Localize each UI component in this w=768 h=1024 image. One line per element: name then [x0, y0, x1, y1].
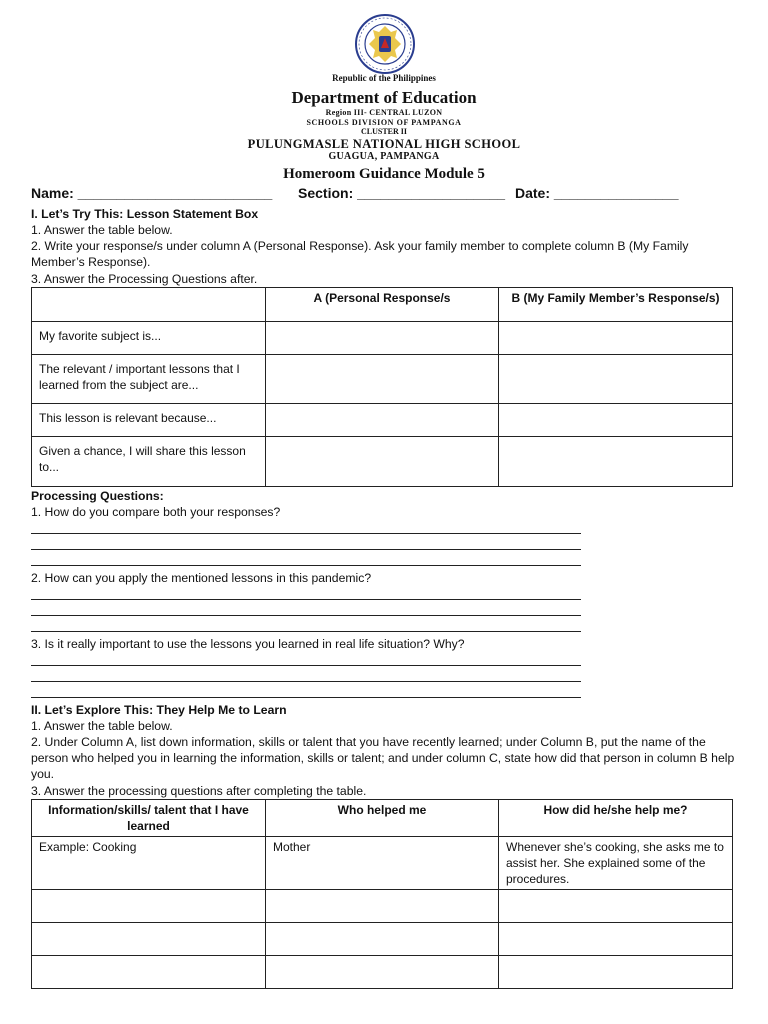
answer-cell[interactable]	[32, 923, 266, 956]
response-cell[interactable]	[266, 437, 499, 487]
answer-line[interactable]	[31, 697, 581, 698]
table-header-a: A (Personal Response/s	[266, 288, 499, 322]
module-title: Homeroom Guidance Module 5	[283, 166, 485, 182]
section-field[interactable]: Section: ___________________	[298, 185, 506, 201]
answer-line[interactable]	[31, 681, 581, 682]
region-line: Region III- CENTRAL LUZON	[325, 108, 443, 117]
table-header-info: Information/skills/ talent that I have learned	[32, 800, 266, 837]
response-cell[interactable]	[499, 404, 733, 437]
department-title: Department of Education	[291, 88, 477, 107]
answer-line[interactable]	[31, 549, 581, 550]
answer-cell[interactable]	[266, 956, 499, 989]
answer-cell[interactable]	[499, 890, 733, 923]
response-cell[interactable]	[266, 322, 499, 355]
answer-line[interactable]	[31, 565, 581, 566]
answer-line[interactable]	[31, 665, 581, 666]
lesson-statement-table	[31, 287, 733, 487]
part1-instruction-1: 1. Answer the table below.	[31, 223, 173, 237]
processing-title: Processing Questions:	[31, 489, 164, 503]
part2-instruction-3: 3. Answer the processing questions after completing the table.	[31, 784, 367, 798]
answer-cell[interactable]	[266, 923, 499, 956]
row-label: The relevant / important lessons that I learned from the subject are...	[32, 355, 266, 404]
republic-line: Republic of the Philippines	[332, 73, 436, 83]
answer-cell[interactable]	[32, 956, 266, 989]
example-how: Whenever she’s cooking, she asks me to assist her. She explained some of the procedures.	[499, 837, 733, 890]
help-me-learn-table	[31, 799, 733, 989]
response-cell[interactable]	[266, 404, 499, 437]
answer-line[interactable]	[31, 631, 581, 632]
school-name: PULUNGMASLE NATIONAL HIGH SCHOOL	[247, 137, 521, 151]
answer-line[interactable]	[31, 533, 581, 534]
cluster-line: CLUSTER II	[360, 127, 407, 136]
part2-title: II. Let’s Explore This: They Help Me to Learn	[31, 703, 287, 717]
table-header-b: B (My Family Member’s Response/s)	[499, 288, 733, 322]
response-cell[interactable]	[266, 355, 499, 404]
row-label: Given a chance, I will share this lesson to...	[32, 437, 266, 487]
table-header-blank	[32, 288, 266, 322]
answer-cell[interactable]	[266, 890, 499, 923]
table-header-how: How did he/she help me?	[499, 800, 733, 837]
answer-cell[interactable]	[32, 890, 266, 923]
answer-cell[interactable]	[499, 923, 733, 956]
row-label: This lesson is relevant because...	[32, 404, 266, 437]
answer-line[interactable]	[31, 599, 581, 600]
division-line: SCHOOLS DIVISION OF PAMPANGA	[306, 118, 462, 127]
example-helper: Mother	[266, 837, 499, 890]
part2-instruction-2: 2. Under Column A, list down information, skills or talent that you have recently learned; under Column B, put the name of the person who helped you in learning the information, skills or talent; and under column C, state how did that person in column B help you.	[31, 735, 735, 781]
part1-title: I. Let’s Try This: Lesson Statement Box	[31, 207, 259, 221]
table-header-who: Who helped me	[266, 800, 499, 837]
question-2: 2. How can you apply the mentioned lessons in this pandemic?	[31, 571, 372, 585]
question-1: 1. How do you compare both your responses?	[31, 505, 281, 519]
answer-line[interactable]	[31, 615, 581, 616]
answer-cell[interactable]	[499, 956, 733, 989]
example-skill: Example: Cooking	[32, 837, 266, 890]
part1-instruction-2: 2. Write your response/s under column A (Personal Response). Ask your family member to complete column B (My Family Member’s Response).	[31, 239, 689, 269]
name-field[interactable]: Name: _________________________	[31, 185, 273, 201]
response-cell[interactable]	[499, 355, 733, 404]
row-label: My favorite subject is...	[32, 322, 266, 355]
question-3: 3. Is it really important to use the lessons you learned in real life situation? Why?	[31, 637, 465, 651]
part1-instruction-3: 3. Answer the Processing Questions after.	[31, 272, 258, 286]
part2-instruction-1: 1. Answer the table below.	[31, 719, 173, 733]
school-address: GUAGUA, PAMPANGA	[328, 151, 440, 162]
response-cell[interactable]	[499, 322, 733, 355]
response-cell[interactable]	[499, 437, 733, 487]
date-field[interactable]: Date: ________________	[515, 185, 679, 201]
deped-seal-icon	[355, 14, 415, 74]
